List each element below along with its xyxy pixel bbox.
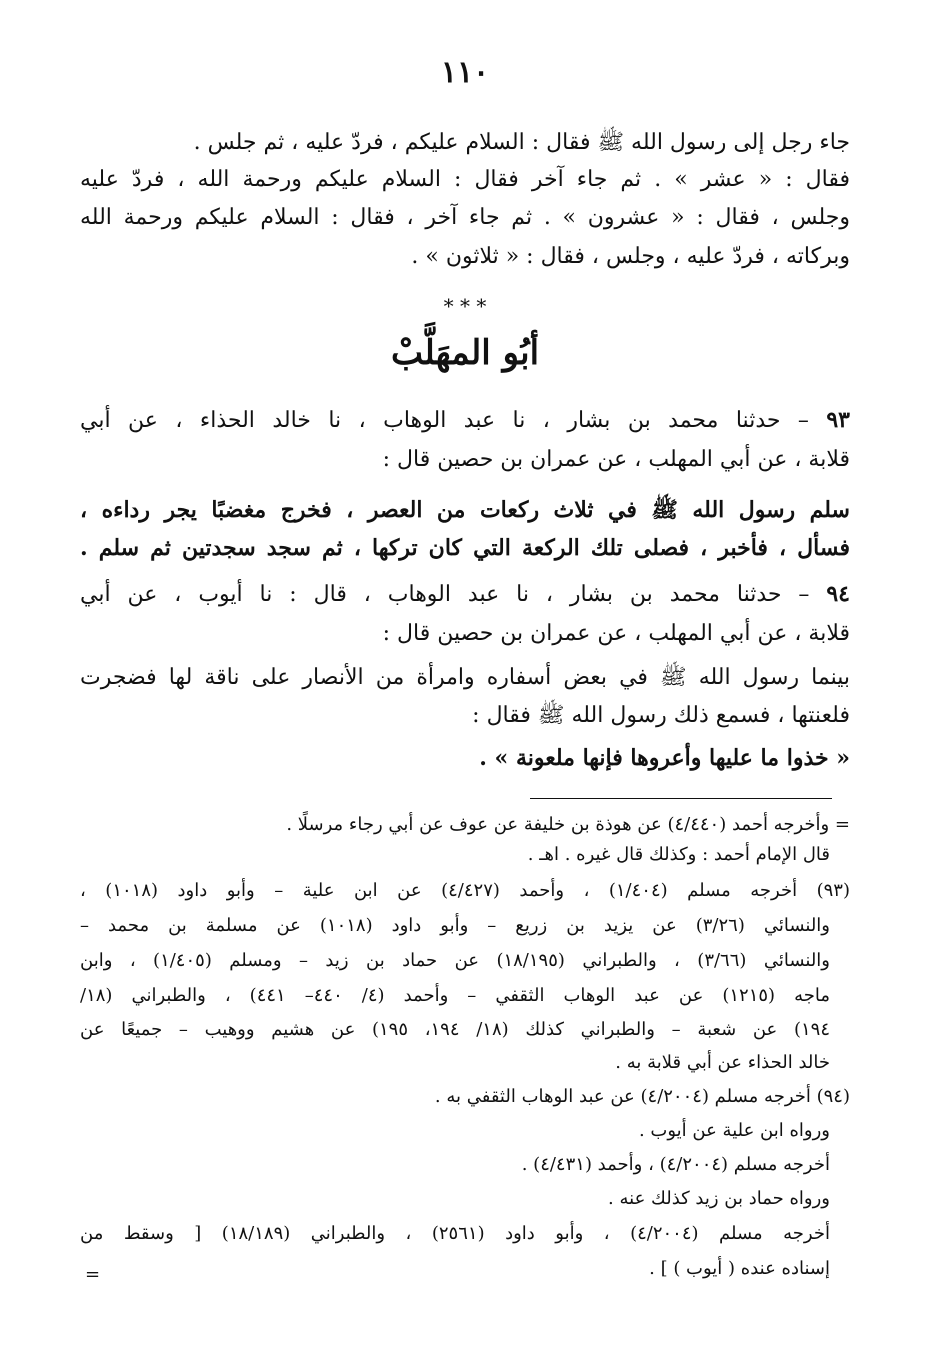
text-line: جاء رجل إلى رسول الله ﷺ فقال : السلام عليكم ، فردّ عليه ، ثم جلس . xyxy=(193,130,850,155)
footnote-line: ١٩٤) عن شعبة – والطبراني كذلك (١٨/ ١٩٤، ١٩٥) عن هشيم ووهيب – جميعًا عن xyxy=(80,1019,830,1040)
hadith-93-matn-line: فسأل ، فأخبر ، فصلى تلك الركعة التي كان تركها ، ثم سجد سجدتين ثم سلم . xyxy=(80,535,850,561)
text-line: وبركاته ، فردّ عليه ، وجلس ، فقال : « ثلاثون » . xyxy=(411,244,850,269)
hadith-94-isnad-line xyxy=(80,576,850,613)
hadith-94-matn-line: « خذوا ما عليها وأعروها فإنها ملعونة » . xyxy=(479,745,850,771)
footnote-line: (٩٤) أخرجه مسلم (٤/٢٠٠٤) عن عبد الوهاب الثقفي به . xyxy=(434,1086,850,1107)
hadith-93-matn-line: سلم رسول الله ﷺ في ثلاث ركعات من العصر ، فخرج مغضبًا يجر رداءه ، xyxy=(80,497,850,523)
text-line: فقال : « عشر » . ثم جاء آخر فقال : السلام عليكم ورحمة الله ، فردّ عليه xyxy=(80,167,850,192)
text-line: وجلس ، فقال : « عشرون » . ثم جاء آخر ، فقال : السلام عليكم ورحمة الله xyxy=(80,205,850,230)
footnote-line: أخرجه مسلم (٤/٢٠٠٤) ، وأبو داود (٢٥٦١) ، والطبراني (١٨/١٨٩) [ وسقط من xyxy=(80,1223,830,1244)
hadith-94-isnad-text: – حدثنا محمد بن بشار ، نا عبد الوهاب ، قال : نا أيوب ، عن أبي xyxy=(80,582,810,607)
section-title: أبُو المهَلَّبْ xyxy=(390,333,540,373)
footnote-line: قال الإمام أحمد : وكذلك قال غيره . اهـ . xyxy=(527,844,830,865)
hadith-93-number: ٩٣ xyxy=(826,407,850,433)
footnote-line: والنسائي (٣/٢٦) عن يزيد بن زريع – وأبو داود (١٠١٨) عن مسلمة بن محمد – xyxy=(80,915,830,936)
hadith-94-matn-line: بينما رسول الله ﷺ في بعض أسفاره وامرأة من الأنصار على ناقة لها فضجرت xyxy=(80,665,850,690)
footnote-line: ورواه حماد بن زيد كذلك عنه . xyxy=(608,1188,830,1209)
footnote-line: ماجه (١٢١٥) عن عبد الوهاب الثقفي – وأحمد (٤/ ٤٤٠– ٤٤١) ، والطبراني (١٨/ xyxy=(80,985,830,1006)
footnote-line: والنسائي (٣/٦٦) ، والطبراني (١٨/١٩٥) عن حماد بن زيد – ومسلم (١/٤٠٥) ، وابن xyxy=(80,950,830,971)
hadith-93-isnad-text: – حدثنا محمد بن بشار ، نا عبد الوهاب ، نا خالد الحذاء ، عن أبي xyxy=(80,408,809,433)
footnote-line: إسناده عنده ( أيوب ) ] . xyxy=(649,1258,830,1279)
footnote-line: خالد الحذاء عن أبي قلابة به . xyxy=(615,1052,830,1073)
hadith-94-number: ٩٤ xyxy=(826,581,850,607)
footnote-line: = وأخرجه أحمد (٤/٤٤٠) عن هوذة بن خليفة عن عوف عن أبي رجاء مرسلًا . xyxy=(286,814,850,835)
footnote-line: أخرجه مسلم (٤/٢٠٠٤) ، وأحمد (٤/٤٣١) . xyxy=(521,1154,830,1175)
footnote-continuation-mark: = xyxy=(85,1264,101,1285)
footnote-rule xyxy=(530,798,832,799)
hadith-94-isnad-line-2: قلابة ، عن أبي المهلب ، عن عمران بن حصين قال : xyxy=(382,621,850,646)
footnote-line: (٩٣) أخرجه مسلم (١/٤٠٤) ، وأحمد (٤/٤٢٧) عن ابن علية – وأبو داود (١٠١٨) ، xyxy=(80,880,850,901)
hadith-93-isnad-line-2: قلابة ، عن أبي المهلب ، عن عمران بن حصين قال : xyxy=(382,447,850,472)
page-number: ١١٠ xyxy=(440,55,490,90)
footnote-line: ورواه ابن علية عن أيوب . xyxy=(638,1120,830,1141)
hadith-93-isnad-line xyxy=(80,402,850,439)
hadith-94-matn-line: فلعنتها ، فسمع ذلك رسول الله ﷺ فقال : xyxy=(472,703,850,728)
section-separator: * * * xyxy=(443,294,487,318)
